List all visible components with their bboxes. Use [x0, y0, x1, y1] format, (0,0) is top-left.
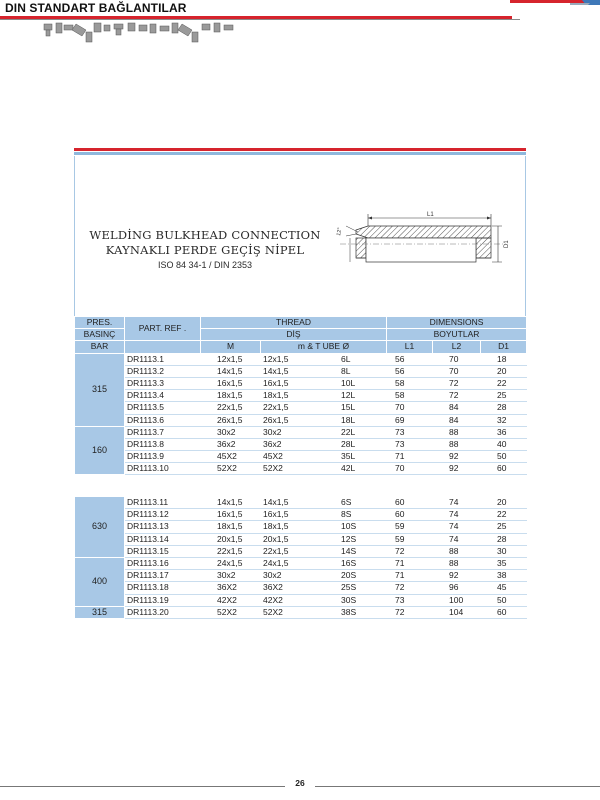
- part-ref-cell: DR1113.1: [125, 353, 201, 365]
- dim-l1-cell: 56: [387, 353, 433, 365]
- thread-m-cell: 20x1,5: [201, 533, 261, 545]
- table-row: [75, 451, 527, 463]
- dim-l1-cell: 73: [387, 438, 433, 450]
- part-ref-cell: DR1113.14: [125, 533, 201, 545]
- thread-m-cell: 12x1,5: [201, 353, 261, 365]
- thread-m-cell: 26x1,5: [201, 414, 261, 426]
- header-basinc: BASINÇ: [75, 329, 125, 341]
- table-row: [75, 557, 527, 569]
- tube-code-cell: 12L: [337, 390, 387, 402]
- dim-l1-cell: 71: [387, 570, 433, 582]
- dim-l1-cell: 72: [387, 606, 433, 618]
- dim-l1-cell: 73: [387, 594, 433, 606]
- dim-l2-cell: 74: [433, 521, 481, 533]
- part-ref-cell: DR1113.18: [125, 582, 201, 594]
- dim-l2-cell: 96: [433, 582, 481, 594]
- part-ref-cell: DR1113.5: [125, 402, 201, 414]
- thread-m-cell: 16x1,5: [201, 509, 261, 521]
- tube-code-cell: 18L: [337, 414, 387, 426]
- dim-l1-cell: 72: [387, 545, 433, 557]
- table-row: [75, 509, 527, 521]
- tube-size-cell: 14x1,5: [261, 497, 337, 509]
- dim-d1-cell: 22: [481, 509, 527, 521]
- dim-l2-cell: 92: [433, 570, 481, 582]
- dim-d1-cell: 22: [481, 377, 527, 389]
- tube-code-cell: 8L: [337, 365, 387, 377]
- tube-code-cell: 20S: [337, 570, 387, 582]
- tube-size-cell: 16x1,5: [261, 377, 337, 389]
- part-ref-cell: DR1113.2: [125, 365, 201, 377]
- table-row: [75, 521, 527, 533]
- tube-code-cell: 15L: [337, 402, 387, 414]
- header-boyutlar: BOYUTLAR: [387, 329, 527, 341]
- part-ref-cell: DR1113.15: [125, 545, 201, 557]
- tube-code-cell: 16S: [337, 557, 387, 569]
- table-row: [75, 353, 527, 365]
- header-m: M: [201, 341, 261, 353]
- dim-d1-cell: 25: [481, 521, 527, 533]
- dim-d1-cell: 28: [481, 402, 527, 414]
- dim-l2-cell: 72: [433, 377, 481, 389]
- tube-code-cell: 14S: [337, 545, 387, 557]
- tube-code-cell: 42L: [337, 463, 387, 475]
- dim-l1-cell: 58: [387, 390, 433, 402]
- tube-size-cell: 20x1,5: [261, 533, 337, 545]
- thread-m-cell: 16x1,5: [201, 377, 261, 389]
- dim-d1-cell: 28: [481, 533, 527, 545]
- thread-m-cell: 18x1,5: [201, 521, 261, 533]
- tube-size-cell: 42X2: [261, 594, 337, 606]
- table-row: [75, 606, 527, 618]
- header-tube: m & T UBE Ø: [261, 341, 387, 353]
- dimension-angle-label: 12°: [336, 227, 344, 237]
- header-bar: BAR: [75, 341, 125, 353]
- dim-l1-cell: 69: [387, 414, 433, 426]
- dim-l2-cell: 88: [433, 545, 481, 557]
- header-d1: D1: [481, 341, 527, 353]
- dim-l2-cell: 88: [433, 438, 481, 450]
- dim-l2-cell: 70: [433, 365, 481, 377]
- table-row: [75, 438, 527, 450]
- dim-d1-cell: 30: [481, 545, 527, 557]
- dim-d1-cell: 18: [481, 353, 527, 365]
- product-standard: ISO 84 34-1 / DIN 2353: [157, 260, 253, 270]
- thread-m-cell: 52X2: [201, 606, 261, 618]
- tube-size-cell: 12x1,5: [261, 353, 337, 365]
- tube-code-cell: 28L: [337, 438, 387, 450]
- part-ref-cell: DR1113.8: [125, 438, 201, 450]
- pressure-cell: 630: [75, 497, 125, 558]
- dim-l2-cell: 72: [433, 390, 481, 402]
- tube-code-cell: 8S: [337, 509, 387, 521]
- frame-blue-rule: [74, 152, 526, 155]
- dim-d1-cell: 60: [481, 606, 527, 618]
- part-ref-cell: DR1113.4: [125, 390, 201, 402]
- table-row: [75, 365, 527, 377]
- corner-stripes-icon: [510, 0, 600, 6]
- dim-l1-cell: 60: [387, 509, 433, 521]
- dim-l2-cell: 88: [433, 426, 481, 438]
- header-l2: L2: [433, 341, 481, 353]
- product-title-en: WELDİNG BULKHEAD CONNECTION: [89, 228, 321, 242]
- part-ref-cell: DR1113.11: [125, 497, 201, 509]
- table-row: [75, 497, 527, 509]
- dim-l2-cell: 92: [433, 451, 481, 463]
- table-row: [75, 414, 527, 426]
- tube-code-cell: 10L: [337, 377, 387, 389]
- dim-l2-cell: 74: [433, 509, 481, 521]
- dim-l1-cell: 70: [387, 402, 433, 414]
- tube-size-cell: 14x1,5: [261, 365, 337, 377]
- pressure-cell: 160: [75, 426, 125, 475]
- dim-d1-cell: 50: [481, 594, 527, 606]
- thread-m-cell: 45X2: [201, 451, 261, 463]
- table-row: [75, 533, 527, 545]
- thread-m-cell: 24x1,5: [201, 557, 261, 569]
- thread-m-cell: 18x1,5: [201, 390, 261, 402]
- header-part-ref: PART. REF .: [125, 317, 201, 341]
- dim-l2-cell: 84: [433, 402, 481, 414]
- header-thread: THREAD: [201, 317, 387, 329]
- tube-size-cell: 24x1,5: [261, 557, 337, 569]
- tube-size-cell: 18x1,5: [261, 521, 337, 533]
- tube-code-cell: 35L: [337, 451, 387, 463]
- dim-l1-cell: 71: [387, 451, 433, 463]
- fittings-strip-icon: [42, 20, 242, 48]
- table-row: [75, 545, 527, 557]
- tube-code-cell: 38S: [337, 606, 387, 618]
- part-ref-cell: DR1113.16: [125, 557, 201, 569]
- header-dimensions: DIMENSIONS: [387, 317, 527, 329]
- dim-d1-cell: 60: [481, 463, 527, 475]
- thread-m-cell: 14x1,5: [201, 365, 261, 377]
- part-ref-cell: DR1113.3: [125, 377, 201, 389]
- dim-l1-cell: 73: [387, 426, 433, 438]
- pressure-cell: 400: [75, 557, 125, 606]
- thread-m-cell: 30x2: [201, 426, 261, 438]
- pressure-cell: 315: [75, 353, 125, 426]
- dim-l1-cell: 72: [387, 582, 433, 594]
- dim-d1-cell: 25: [481, 390, 527, 402]
- table-row: [75, 390, 527, 402]
- part-ref-cell: DR1113.7: [125, 426, 201, 438]
- thread-m-cell: 52X2: [201, 463, 261, 475]
- dim-d1-cell: 32: [481, 414, 527, 426]
- part-ref-cell: DR1113.10: [125, 463, 201, 475]
- table-row: [75, 463, 527, 475]
- header-l1: L1: [387, 341, 433, 353]
- tube-code-cell: 30S: [337, 594, 387, 606]
- tube-code-cell: 22L: [337, 426, 387, 438]
- header-blank: [125, 341, 201, 353]
- tube-code-cell: 10S: [337, 521, 387, 533]
- header-dis: DİŞ: [201, 329, 387, 341]
- thread-m-cell: 22x1,5: [201, 545, 261, 557]
- thread-m-cell: 42X2: [201, 594, 261, 606]
- technical-drawing: [326, 196, 522, 286]
- tube-size-cell: 36x2: [261, 438, 337, 450]
- dim-d1-cell: 50: [481, 451, 527, 463]
- part-ref-cell: DR1113.9: [125, 451, 201, 463]
- tube-size-cell: 22x1,5: [261, 402, 337, 414]
- tube-code-cell: 25S: [337, 582, 387, 594]
- frame-red-rule: [74, 148, 526, 151]
- table-row: [75, 402, 527, 414]
- tube-size-cell: 52X2: [261, 606, 337, 618]
- dim-l2-cell: 74: [433, 497, 481, 509]
- dim-l1-cell: 59: [387, 533, 433, 545]
- tube-size-cell: 45X2: [261, 451, 337, 463]
- dim-l1-cell: 58: [387, 377, 433, 389]
- tube-size-cell: 36X2: [261, 582, 337, 594]
- pressure-cell: 315: [75, 606, 125, 618]
- tube-code-cell: 6S: [337, 497, 387, 509]
- table-row: [75, 594, 527, 606]
- dim-l2-cell: 88: [433, 557, 481, 569]
- tube-size-cell: 18x1,5: [261, 390, 337, 402]
- thread-m-cell: 36X2: [201, 582, 261, 594]
- dimension-l1-label: L1: [427, 212, 434, 218]
- dim-d1-cell: 45: [481, 582, 527, 594]
- dim-l2-cell: 100: [433, 594, 481, 606]
- dim-l1-cell: 59: [387, 521, 433, 533]
- tube-size-cell: 22x1,5: [261, 545, 337, 557]
- table-row: [75, 570, 527, 582]
- dim-d1-cell: 38: [481, 570, 527, 582]
- product-title-tr: KAYNAKLI PERDE GEÇİŞ NİPEL: [105, 243, 305, 257]
- part-ref-cell: DR1113.12: [125, 509, 201, 521]
- dim-d1-cell: 20: [481, 497, 527, 509]
- part-ref-cell: DR1113.17: [125, 570, 201, 582]
- dim-d1-cell: 20: [481, 365, 527, 377]
- dim-d1-cell: 40: [481, 438, 527, 450]
- tube-size-cell: 26x1,5: [261, 414, 337, 426]
- dim-l2-cell: 104: [433, 606, 481, 618]
- dim-l1-cell: 60: [387, 497, 433, 509]
- spec-table-l-series: [74, 316, 527, 475]
- dim-l2-cell: 84: [433, 414, 481, 426]
- dim-l2-cell: 70: [433, 353, 481, 365]
- table-row: [75, 377, 527, 389]
- thread-m-cell: 22x1,5: [201, 402, 261, 414]
- product-title-block: [88, 228, 322, 270]
- part-ref-cell: DR1113.20: [125, 606, 201, 618]
- spec-table-s-series: [74, 496, 527, 619]
- thread-m-cell: 30x2: [201, 570, 261, 582]
- tube-size-cell: 52X2: [261, 463, 337, 475]
- dimension-d1-label: D1: [504, 240, 510, 248]
- section-title: DIN STANDART BAĞLANTILAR: [5, 1, 187, 15]
- thread-m-cell: 14x1,5: [201, 497, 261, 509]
- dim-l1-cell: 71: [387, 557, 433, 569]
- tube-size-cell: 16x1,5: [261, 509, 337, 521]
- table-row: [75, 426, 527, 438]
- table-row: [75, 582, 527, 594]
- part-ref-cell: DR1113.19: [125, 594, 201, 606]
- header-pres: PRES.: [75, 317, 125, 329]
- tube-code-cell: 12S: [337, 533, 387, 545]
- dim-l1-cell: 70: [387, 463, 433, 475]
- dim-l2-cell: 74: [433, 533, 481, 545]
- part-ref-cell: DR1113.6: [125, 414, 201, 426]
- part-ref-cell: DR1113.13: [125, 521, 201, 533]
- dim-d1-cell: 36: [481, 426, 527, 438]
- page-number: 26: [285, 778, 315, 788]
- dim-l2-cell: 92: [433, 463, 481, 475]
- tube-size-cell: 30x2: [261, 570, 337, 582]
- dim-l1-cell: 56: [387, 365, 433, 377]
- dim-d1-cell: 35: [481, 557, 527, 569]
- thread-m-cell: 36x2: [201, 438, 261, 450]
- tube-code-cell: 6L: [337, 353, 387, 365]
- tube-size-cell: 30x2: [261, 426, 337, 438]
